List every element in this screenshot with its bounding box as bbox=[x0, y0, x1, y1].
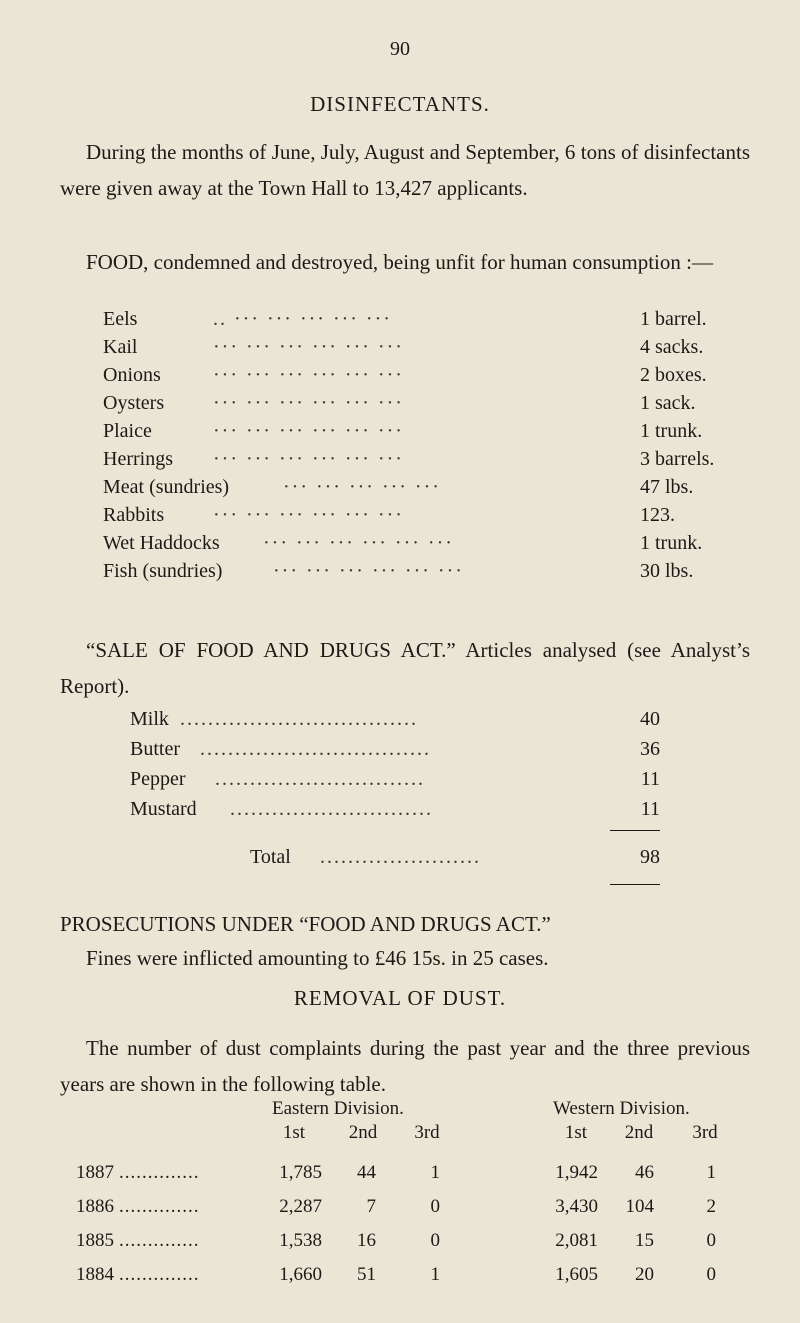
food-item bbox=[103, 420, 753, 450]
leader-dots: .................................. bbox=[180, 708, 418, 730]
leader-dots: .............................. bbox=[215, 768, 425, 790]
eastern-1st: 1,660 bbox=[279, 1264, 322, 1285]
western-2nd: 46 bbox=[635, 1162, 654, 1183]
leader-dots: .............. bbox=[119, 1162, 200, 1183]
western-1st: 1,942 bbox=[555, 1162, 598, 1183]
row-year: 1887 bbox=[76, 1162, 114, 1183]
food-intro: FOOD, condemned and destroyed, being unfit for human consumption :— bbox=[86, 250, 713, 274]
food-item-qty: 1 barrel. bbox=[640, 308, 707, 330]
food-item-name: Plaice bbox=[103, 420, 152, 442]
food-item-name: Kail bbox=[103, 336, 138, 358]
eastern-1st: 1,785 bbox=[279, 1162, 322, 1183]
leader-dots: ··· ··· ··· ··· ··· ··· bbox=[213, 420, 404, 442]
col-header: 2nd bbox=[348, 1122, 378, 1143]
western-1st: 3,430 bbox=[555, 1196, 598, 1217]
western-3rd: 0 bbox=[706, 1230, 716, 1251]
leader-dots: .............. bbox=[119, 1196, 200, 1217]
leader-dots: ··· ··· ··· ··· ··· ··· bbox=[213, 392, 404, 414]
food-item-name: Onions bbox=[103, 364, 161, 386]
leader-dots: ··· ··· ··· ··· ··· ··· bbox=[273, 560, 464, 582]
eastern-2nd: 44 bbox=[357, 1162, 376, 1183]
analysis-item-count: 11 bbox=[640, 798, 660, 820]
food-item-name: Rabbits bbox=[103, 504, 165, 526]
eastern-3rd: 0 bbox=[430, 1230, 440, 1251]
leader-dots: ··· ··· ··· ··· ··· bbox=[283, 476, 441, 498]
sale-act-paragraph: “SALE OF FOOD AND DRUGS ACT.” Articles analysed (see Analyst’s Report). bbox=[60, 638, 750, 698]
food-item-qty: 47 lbs. bbox=[640, 476, 694, 498]
food-item bbox=[103, 532, 753, 562]
total-label: Total bbox=[250, 846, 291, 868]
western-3rd: 1 bbox=[706, 1162, 716, 1183]
leader-dots: ··· ··· ··· ··· ··· ··· bbox=[213, 504, 404, 526]
analysis-item-name: Butter bbox=[130, 738, 180, 760]
food-item bbox=[103, 560, 753, 590]
analysis-item-name: Mustard bbox=[130, 798, 197, 820]
total-rule-top bbox=[610, 830, 660, 831]
col-header: 1st bbox=[282, 1122, 306, 1143]
food-item bbox=[103, 504, 753, 534]
analysis-total bbox=[250, 846, 660, 876]
dust-heading: REMOVAL OF DUST. bbox=[293, 986, 507, 1010]
food-item-qty: 30 lbs. bbox=[640, 560, 694, 582]
eastern-3rd: 1 bbox=[430, 1162, 440, 1183]
leader-dots: ··· ··· ··· ··· ··· ··· bbox=[213, 336, 404, 358]
eastern-3rd: 1 bbox=[430, 1264, 440, 1285]
food-item bbox=[103, 476, 753, 506]
leader-dots: ............................. bbox=[230, 798, 433, 820]
food-item bbox=[103, 336, 753, 366]
eastern-2nd: 51 bbox=[357, 1264, 376, 1285]
food-item-qty: 3 barrels. bbox=[640, 448, 715, 470]
analysis-item bbox=[130, 768, 660, 798]
total-value: 98 bbox=[640, 846, 660, 868]
leader-dots: .............. bbox=[119, 1230, 200, 1251]
analysis-item-count: 40 bbox=[640, 708, 660, 730]
food-item bbox=[103, 364, 753, 394]
analysis-item bbox=[130, 738, 660, 768]
leader-dots: ....................... bbox=[320, 846, 481, 868]
col-header: 1st bbox=[564, 1122, 588, 1143]
col-header: 2nd bbox=[624, 1122, 654, 1143]
col-header: 3rd bbox=[414, 1122, 440, 1143]
western-division-header: Western Division. bbox=[553, 1098, 690, 1119]
analysis-item bbox=[130, 798, 660, 828]
food-item-name: Meat (sundries) bbox=[103, 476, 230, 498]
analysis-item-name: Milk bbox=[130, 708, 169, 730]
food-item-name: Wet Haddocks bbox=[103, 532, 220, 554]
food-item-qty: 1 sack. bbox=[640, 392, 696, 414]
row-year: 1886 bbox=[76, 1196, 114, 1217]
total-rule-bottom bbox=[610, 884, 660, 885]
western-2nd: 15 bbox=[635, 1230, 654, 1251]
eastern-1st: 2,287 bbox=[279, 1196, 322, 1217]
disinfectants-paragraph: During the months of June, July, August and September, 6 tons of disinfectants were given away at the Town Hall to 13,427 applicants. bbox=[60, 140, 750, 200]
western-1st: 1,605 bbox=[555, 1264, 598, 1285]
prosecutions-text: Fines were inflicted amounting to £46 15s. in 25 cases. bbox=[86, 946, 549, 970]
leader-dots: ··· ··· ··· ··· ··· ··· bbox=[213, 364, 404, 386]
analysis-item-count: 11 bbox=[640, 768, 660, 790]
dust-paragraph: The number of dust complaints during the past year and the three previous years are shown in the following table. bbox=[60, 1036, 750, 1096]
leader-dots: ................................. bbox=[200, 738, 431, 760]
food-item bbox=[103, 392, 753, 422]
eastern-1st: 1,538 bbox=[279, 1230, 322, 1251]
food-item-qty: 2 boxes. bbox=[640, 364, 707, 386]
eastern-division-header: Eastern Division. bbox=[272, 1098, 404, 1119]
food-item-name: Eels bbox=[103, 308, 138, 330]
food-item bbox=[103, 308, 753, 338]
food-item-qty: 123. bbox=[640, 504, 675, 526]
col-header: 3rd bbox=[692, 1122, 718, 1143]
row-year: 1884 bbox=[76, 1264, 114, 1285]
food-item-name: Herrings bbox=[103, 448, 173, 470]
analysis-item bbox=[130, 708, 660, 738]
western-3rd: 2 bbox=[706, 1196, 716, 1217]
food-item-qty: 1 trunk. bbox=[640, 532, 703, 554]
leader-dots: .. ··· ··· ··· ··· ··· bbox=[213, 308, 392, 330]
eastern-2nd: 7 bbox=[366, 1196, 376, 1217]
leader-dots: ··· ··· ··· ··· ··· ··· bbox=[213, 448, 404, 470]
disinfectants-heading: DISINFECTANTS. bbox=[310, 92, 490, 116]
food-item bbox=[103, 448, 753, 478]
food-item-name: Fish (sundries) bbox=[103, 560, 223, 582]
western-2nd: 20 bbox=[635, 1264, 654, 1285]
page-number: 90 bbox=[390, 38, 410, 60]
western-1st: 2,081 bbox=[555, 1230, 598, 1251]
western-3rd: 0 bbox=[706, 1264, 716, 1285]
leader-dots: .............. bbox=[119, 1264, 200, 1285]
food-item-name: Oysters bbox=[103, 392, 165, 414]
leader-dots: ··· ··· ··· ··· ··· ··· bbox=[263, 532, 454, 554]
eastern-3rd: 0 bbox=[430, 1196, 440, 1217]
analysis-item-count: 36 bbox=[640, 738, 660, 760]
analysis-item-name: Pepper bbox=[130, 768, 186, 790]
western-2nd: 104 bbox=[625, 1196, 654, 1217]
food-item-qty: 4 sacks. bbox=[640, 336, 704, 358]
row-year: 1885 bbox=[76, 1230, 114, 1251]
prosecutions-heading: PROSECUTIONS UNDER “FOOD AND DRUGS ACT.” bbox=[60, 912, 551, 936]
eastern-2nd: 16 bbox=[357, 1230, 376, 1251]
food-item-qty: 1 trunk. bbox=[640, 420, 703, 442]
